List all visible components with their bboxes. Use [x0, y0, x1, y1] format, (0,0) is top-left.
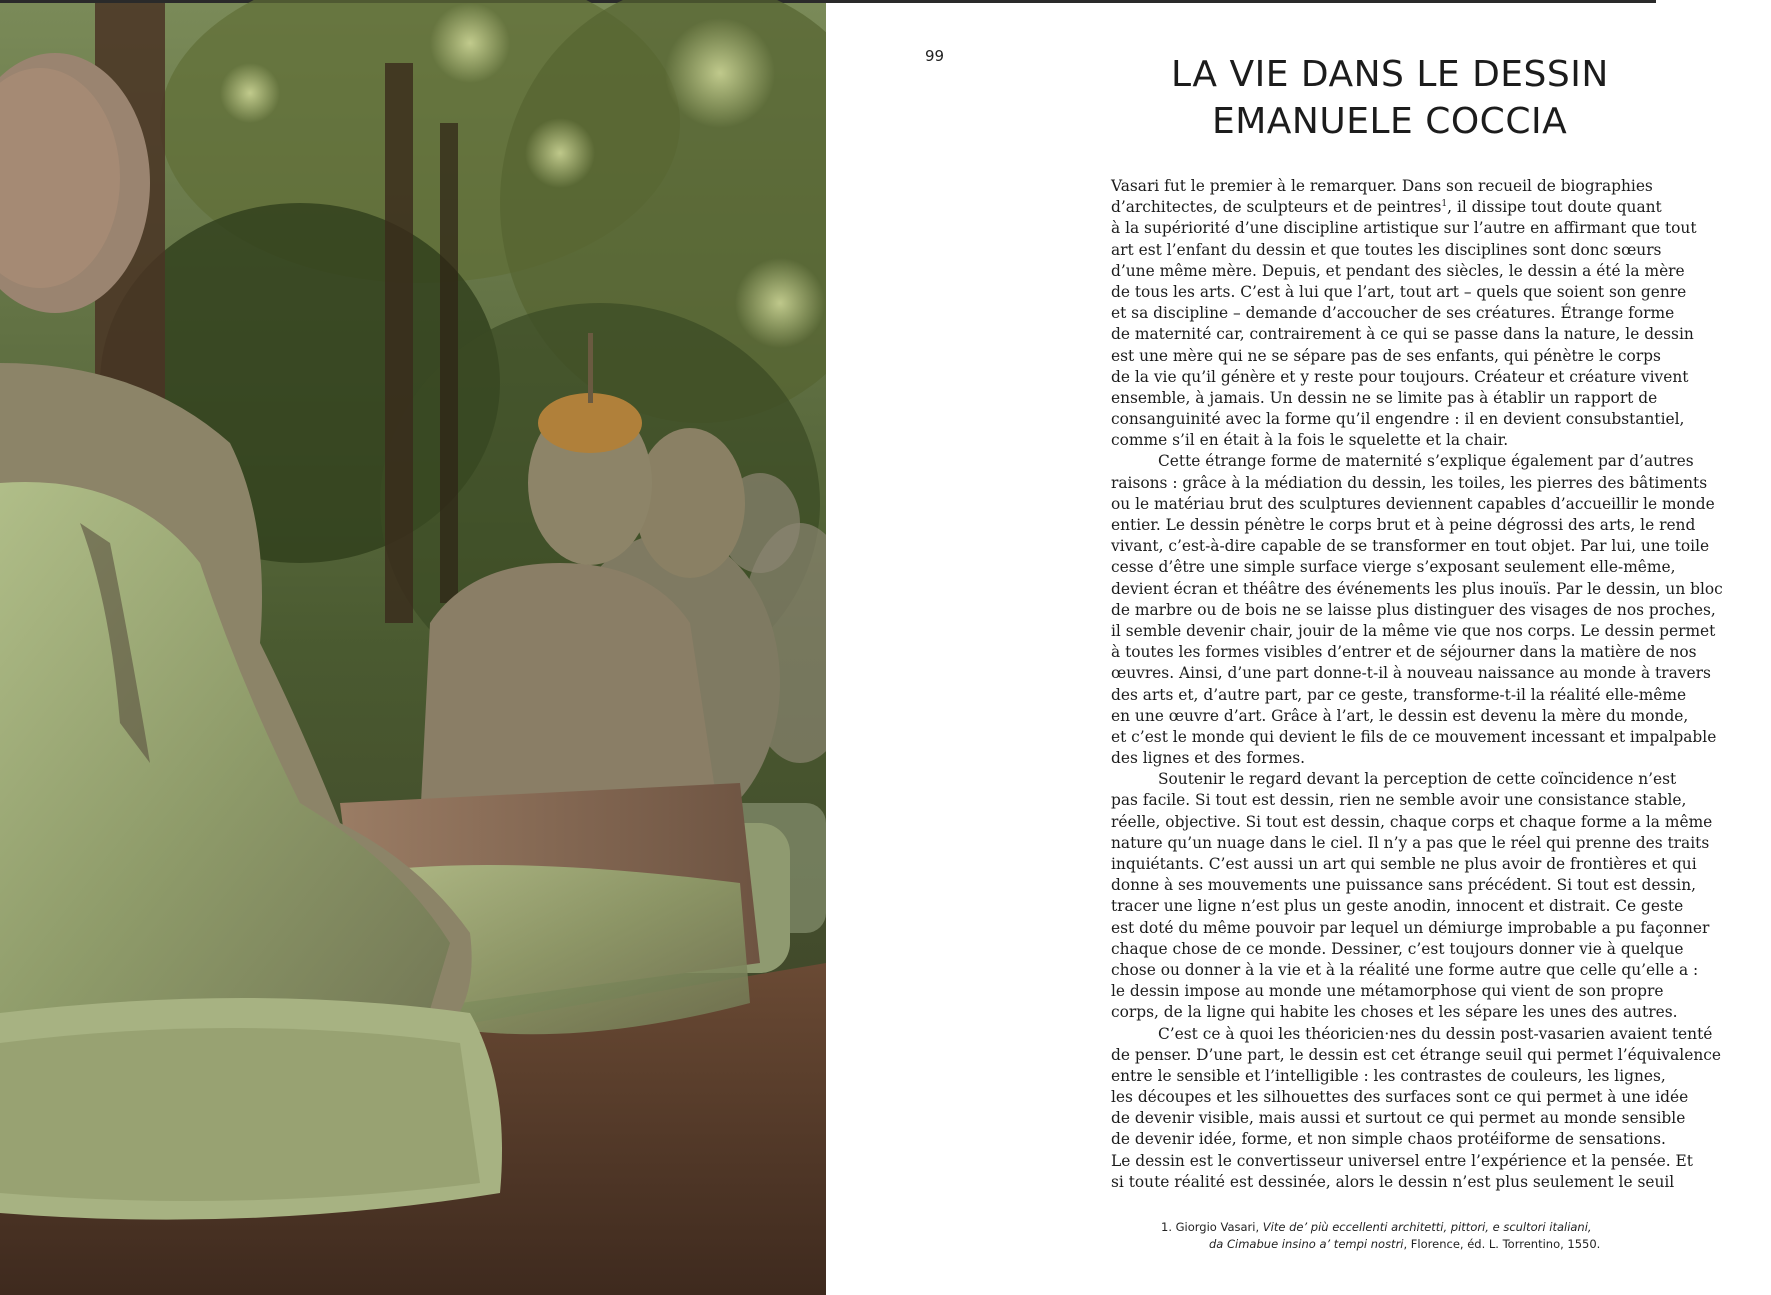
body-line: de marbre ou de bois ne se laisse plus distinguer des visages de nos proches,: [1111, 600, 1716, 619]
body-line: le dessin impose au monde une métamorphose qui vient de son propre: [1111, 982, 1664, 1001]
body-line: réelle, objective. Si tout est dessin, chaque corps et chaque forme a la même: [1111, 812, 1713, 831]
body-line: cesse d’être une simple surface vierge s’exposant seulement elle-même,: [1111, 558, 1676, 577]
body-line: chaque chose de ce monde. Dessiner, c’est toujours donner vie à quelque: [1111, 939, 1684, 958]
body-line: de tous les arts. C’est à lui que l’art, tout art – quels que soient son genre: [1111, 282, 1687, 301]
body-line: en une œuvre d’art. Grâce à l’art, le dessin est devenu la mère du monde,: [1111, 706, 1689, 725]
body-line: il semble devenir chair, jouir de la même vie que nos corps. Le dessin permet: [1111, 621, 1716, 640]
body-line: est doté du même pouvoir par lequel un démiurge improbable a pu façonner: [1111, 918, 1710, 937]
body-line: ou le matériau brut des sculptures deviennent capables d’accueillir le monde: [1111, 494, 1715, 513]
body-line: ensemble, à jamais. Un dessin ne se limite pas à établir un rapport de: [1111, 388, 1658, 407]
body-line: art est l’enfant du dessin et que toutes les disciplines sont donc sœurs: [1111, 240, 1662, 259]
body-line: de penser. D’une part, le dessin est cet étrange seuil qui permet l’équivalence: [1111, 1045, 1721, 1064]
body-line: entier. Le dessin pénètre le corps brut et à peine dégrossi des arts, le rend: [1111, 516, 1696, 534]
body-line: de la vie qu’il génère et y reste pour toujours. Créateur et créature vivent: [1111, 367, 1689, 386]
body-line: les découpes et les silhouettes des surfaces sont ce qui permet à une idée: [1111, 1088, 1689, 1107]
body-line: pas facile. Si tout est dessin, rien ne semble avoir une consistance stable,: [1111, 791, 1687, 810]
essay-title: [1171, 51, 1771, 145]
author-name: EMANUELE COCCIA: [1212, 101, 1568, 142]
body-line: et sa discipline – demande d’accoucher de ses créatures. Étrange forme: [1111, 304, 1675, 323]
body-line: Soutenir le regard devant la perception de cette coïncidence n’est: [1158, 770, 1677, 789]
text-page: [826, 3, 1723, 1295]
body-line: des lignes et des formes.: [1111, 749, 1306, 768]
footnote-ref: 1. Giorgio Vasari,: [1161, 1220, 1263, 1234]
body-line: à toutes les formes visibles d’entrer et de séjourner dans la matière de nos: [1111, 643, 1697, 662]
body-line: vivant, c’est-à-dire capable de se transformer en tout objet. Par lui, une toile: [1111, 537, 1710, 556]
footnote-publication: , Florence, éd. L. Torrentino, 1550.: [1403, 1237, 1601, 1251]
footnote-line-2: [1161, 1236, 1600, 1253]
buddha-statues-photo: [0, 3, 826, 1295]
body-line: corps, de la ligne qui habite les choses et les sépare les unes des autres.: [1111, 1003, 1678, 1022]
body-line: chose ou donner à la vie et à la réalité une forme autre que celle qu’elle a :: [1111, 960, 1699, 979]
body-line: est une mère qui ne se sépare pas de ses enfants, qui pénètre le corps: [1111, 346, 1661, 365]
title-line-1: LA VIE DANS LE DESSIN: [1171, 54, 1609, 95]
body-line: devient écran et théâtre des événements les plus inouïs. Par le dessin, un bloc: [1111, 579, 1723, 598]
page-number: 99: [925, 47, 945, 65]
body-line: Cette étrange forme de maternité s’explique également par d’autres: [1158, 452, 1694, 471]
body-line: et c’est le monde qui devient le fils de ce mouvement incessant et impalpable: [1111, 727, 1717, 746]
body-line: à la supériorité d’une discipline artistique sur l’autre en affirmant que tout: [1111, 219, 1697, 238]
footnote: [1161, 1219, 1600, 1253]
essay-body: [1111, 176, 1731, 1193]
body-line: œuvres. Ainsi, d’une part donne-t-il à nouveau naissance au monde à travers: [1111, 664, 1711, 683]
body-line: d’une même mère. Depuis, et pendant des siècles, le dessin a été la mère: [1111, 261, 1685, 280]
body-line: Le dessin est le convertisseur universel entre l’expérience et la pensée. Et: [1111, 1151, 1693, 1170]
body-line: nature qu’un nuage dans le ciel. Il n’y a pas que le réel qui prenne des traits: [1111, 833, 1710, 852]
body-line: si toute réalité est dessinée, alors le dessin n’est plus seulement le seuil: [1111, 1172, 1675, 1191]
photo-illustration: [0, 3, 826, 1295]
footnote-marker: 1: [1441, 199, 1448, 210]
body-line: de devenir visible, mais aussi et surtout ce qui permet au monde sensible: [1111, 1109, 1686, 1128]
body-line: Vasari fut le premier à le remarquer. Dans son recueil de biographies: [1111, 177, 1653, 195]
footnote-title-1: Vite de’ più eccellenti architetti, pittori, e scultori italiani,: [1262, 1220, 1592, 1234]
body-line: entre le sensible et l’intelligible : les contrastes de couleurs, les lignes,: [1111, 1066, 1666, 1085]
body-line: de maternité car, contrairement à ce qui se passe dans la nature, le dessin: [1111, 325, 1694, 344]
body-line: donne à ses mouvements une puissance sans précédent. Si tout est dessin,: [1111, 876, 1697, 895]
body-line: inquiétants. C’est aussi un art qui semble ne plus avoir de frontières et qui: [1111, 855, 1697, 873]
body-line-text: d’architectes, de sculpteurs et de peintres: [1111, 198, 1442, 217]
body-line: comme s’il en était à la fois le squelette et la chair.: [1111, 431, 1509, 450]
body-line: C’est ce à quoi les théoricien·nes du dessin post-vasarien avaient tenté: [1158, 1024, 1713, 1043]
body-line-text: , il dissipe tout doute quant: [1447, 198, 1662, 217]
body-line: consanguinité avec la forme qu’il engendre : il en devient consubstantiel,: [1111, 410, 1685, 429]
body-line: de devenir idée, forme, et non simple chaos protéiforme de sensations.: [1111, 1130, 1666, 1149]
footnote-title-2: da Cimabue insino a’ tempi nostri: [1209, 1237, 1404, 1251]
body-line: des arts et, d’autre part, par ce geste, transforme-t-il la réalité elle-même: [1111, 685, 1687, 704]
body-line: raisons : grâce à la médiation du dessin, les toiles, les pierres des bâtiments: [1111, 473, 1708, 492]
body-line: [1111, 197, 1731, 218]
body-line: tracer une ligne n’est plus un geste anodin, innocent et distrait. Ce geste: [1111, 897, 1684, 916]
footnote-line-1: [1161, 1219, 1600, 1236]
